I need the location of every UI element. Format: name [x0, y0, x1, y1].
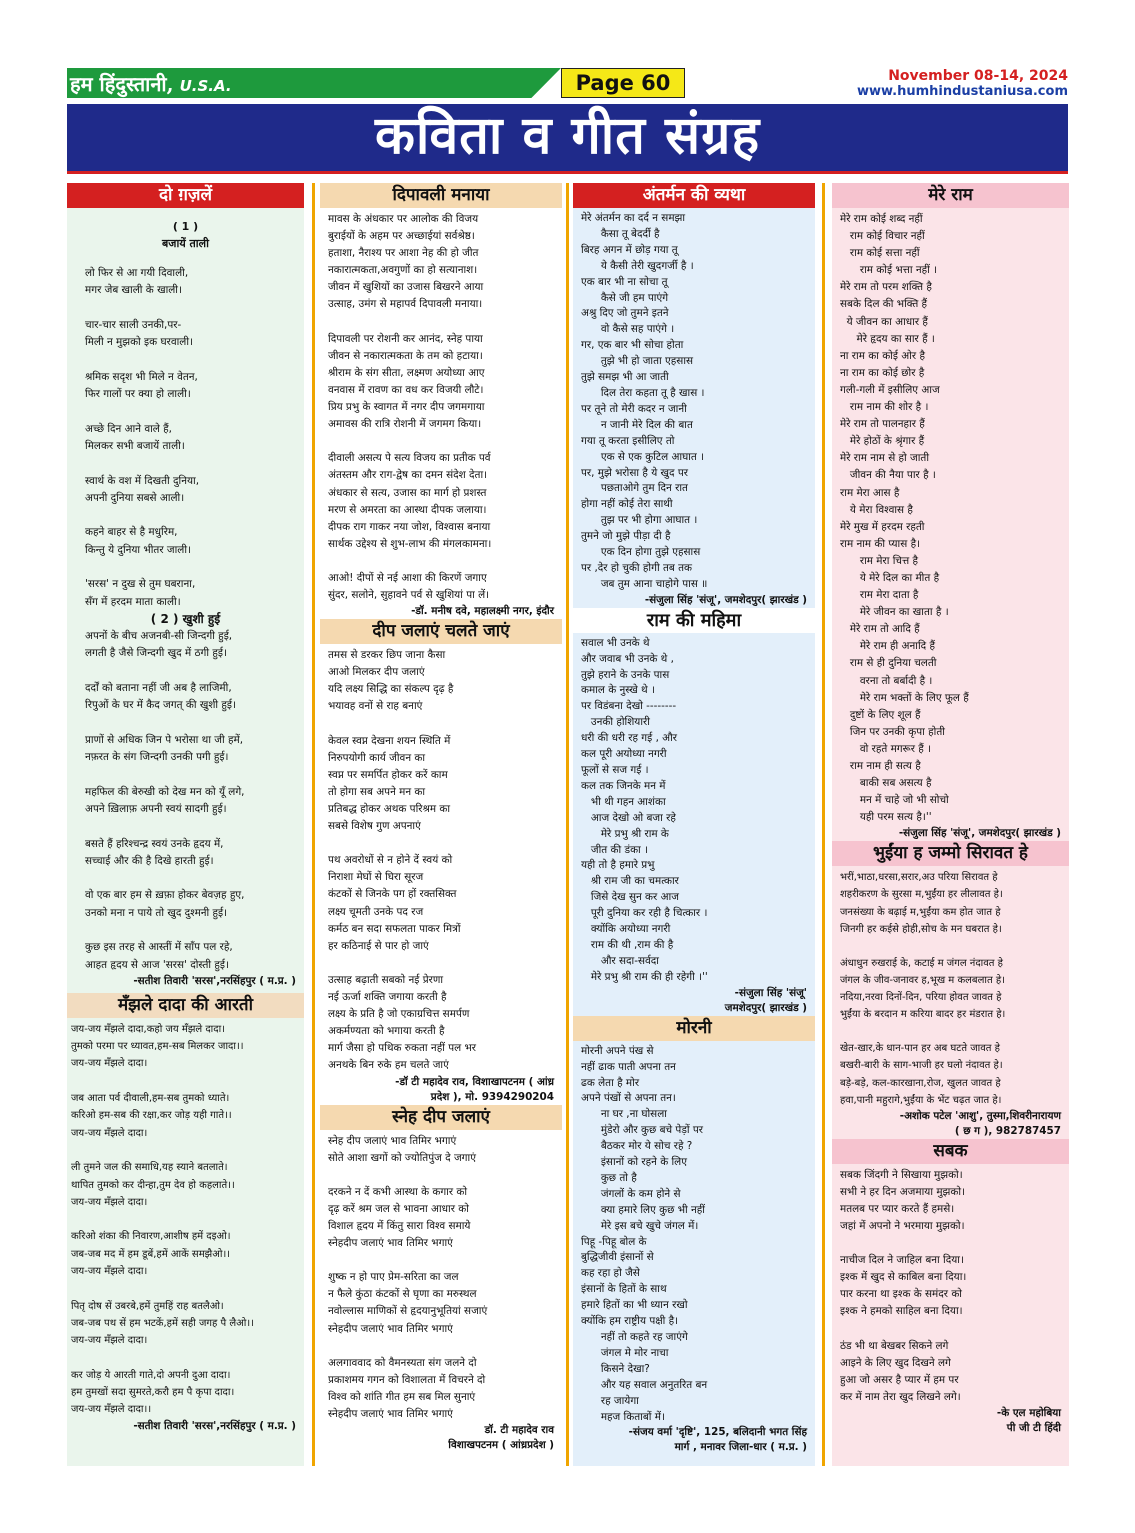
antarman-poem: मेरे अंतर्मन का दर्द न समझा कैसा तू बेदर्दी है बिरह अगन में छोड़ गया तू ये कैसी तेरी खुदगर्जी है । एक बार भी ना सोचा तू कैसे जी हम पाएंगे अश्रु दिए जो तुमने इतने वो कैसे सह पाएंगे । गर, एक बार भी सोचा होता तुझे भी हो जाता एहसास तुझे समझ भी आ जाती दिल तेरा कहता तू है खास । पर तूने तो मेरी कदर न जानी न जानी मेरे दिल की बात गया तू करता इसीलिए तो एक से एक कुटिल आघात । पर, मुझे भरोसा है ये खुद पर पछताओगे तुम दिन रात होगा नहीं कोई तेरा साथी तुझ पर भी होगा आघात । तुमने जो मुझे पीड़ा दी है एक दिन होगा तुझे एहसास पर ,देर हो चुकी होगी तब तक जब तुम आना चाहोगे पास ॥: [581, 212, 708, 590]
aarti-text: जय-जय मँझले दादा,कहो जय मँझले दादा। तुमको परमा पर ध्यावत,हम-सब मिलकर जादा।। जय-जय मँझले दादा। जब आता पर्व दीवाली,हम-सब तुमको ध्याते। करिओ हम-सब की रक्षा,कर जोड़ यही गाते।। जय-जय मँझले दादा। ली तुमने जल की समाधि,यह स्याने बतलाते। थापित तुमको कर दीन्हा,तुम देव हो कहलाते।। जय-जय मँझले दादा। करिओ शंका की निवारण,आशीष हमें दइओ। जब-जब मद में हम डूबें,हमें आकें समझैओ।। जय-जय मँझले दादा। पितृ दोष सें उबरबे,हमें तुमहिं राह बतलैओ। जब-जब पथ सें हम भटकें,हमें सही जगह पै लैओ।। जय-जय मँझले दादा। कर जोड़ ये आरती गाते,दो अपनी दुआ दादा। हम तुमखों सदा सुमरते,करौ हम पै कृपा दादा। जय-जय मँझले दादा।।: [71, 1023, 254, 1416]
morni-poem: मोरनी अपने पंख से नहीं ढाक पाती अपना तन ढक लेता है मोर अपने पंखों से अपना तन। ना घर ,ना घोसला मुंडेरो और कुछ बचे पेड़ों पर बैठकर मोर ये सोच रहे ? इंसानों को रहने के लिए कुछ तो है जंगलों के कम होने से क्या हमारे लिए कुछ भी नहीं मेरे इस बचे खुचे जंगल में। पिहू -पिहू बोल के बुद्धिजीवी इंसानों से कह रहा हो जैसे इंसानों के हितों के साथ हमारे हितों का भी ध्यान रखो क्योंकि हम राष्ट्रीय पक्षी है। नहीं तो कहते रह जाएंगे जंगल मे मोर नाचा किसने देखा? और यह सवाल अनुतरित बन रह जायेगा महज किताबों में।: [581, 1044, 708, 1423]
page-title: कविता व गीत संग्रह: [374, 106, 761, 166]
deep-jalayen-poem: तमस से डरकर छिप जाना कैसा आओ मिलकर दीप जलाएं यदि लक्ष्य सिद्धि का संकल्प दृढ़ है भयावह वनों से राह बनाएं केवल स्वप्न देखना शयन स्थिति में निरुपयोगी कार्य जीवन का स्वप्न पर समर्पित होकर करें काम तो होगा सब अपने मन का प्रतिबद्ध होकर अथक परिश्रम का सबसे विशेष गुण अपनाएं पथ अवरोधों से न होने दें स्वयं को निराशा मेघों से घिरा सूरज कंटकों से जिनके पग हों रक्तसिक्त लक्ष्य चूमती उनके पद रज कर्मठ बन सदा सफलता पाकर मित्रों हर कठिनाई से पार हो जाएं उत्साह बढ़ाती सबको नई प्रेरणा नई ऊर्जा शक्ति जगाया करती है लक्ष्य के प्रति है जो एकाग्रचित्त समर्पण अकर्मण्यता को भगाया करती है मार्ग जैसा हो पथिक रुकता नहीं पल भर अनथके बिन रुके हम चलते जाएं: [328, 649, 477, 1072]
section-heading-antarman: अंतर्मन की व्यथा: [573, 183, 815, 208]
column-2: [320, 183, 562, 1466]
ram-mahima-poem: सवाल भी उनके थे और जवाब भी उनके थे , तुझे हराने के उनके पास कमाल के नुस्खे थे । पर विडंबना देखो -------- उनकी होशियारी धरी की धरी रह गई , और कल पूरी अयोध्या नगरी फूलों से सज गई । कल तक जिनके मन में भी थी गहन आशंका आज देखो ओ बजा रहे मेरे प्रभु श्री राम के जीत की डंका । यही तो है हमारे प्रभु श्री राम जी का चमत्कार जिसे देख सुन कर आज पूरी दुनिया कर रही है चित्कार । क्योंकि अयोध्या नगरी राम की थी ,राम की है और सदा-सर्वदा मेरे प्रभु श्री राम की ही रहेगी ।'': [581, 636, 708, 983]
section-heading-bhuiya: भुईंया ह जम्मो सिरावत हे: [832, 841, 1069, 866]
ghazal1-text: लो फिर से आ गयी दिवाली, मगर जेब खाली के खाली। चार-चार साली उनकी,पर- मिली न मुझको इक घरवाली। श्रमिक सदृश भी मिले न वेतन, फिर गालों पर क्या हो लाली। अच्छे दिन आने वाले हैं, मिलकर सभी बजायें ताली। स्वार्थ के वश में दिखती दुनिया, अपनी दुनिया सबसे आली। कहने बाहर से है मधुरिम, किन्तु ये दुनिया भीतर जाली। 'सरस' न दुख से तुम घबराना, सँग में हरदम माता काली।: [85, 267, 200, 608]
sneh-deep-poem: स्नेह दीप जलाएं भाव तिमिर भगाएं सोते आशा खगों को ज्योतिपुंज दे जगाएं दरकने न दें कभी आस्था के कगार को दृढ़ करें श्रम जल से भावना आधार को विशाल हृदय में किंतु सारा विश्व समाये स्नेहदीप जलाएं भाव तिमिर भगाएं शुष्क न हो पाए प्रेम-सरिता का जल न फैले कुंठा कंटकों से घृणा का मरुस्थल नवोल्लास माणिकों से हृदयानुभूतियां सजाएं स्नेहदीप जलाएं भाव तिमिर भगाएं अलगाववाद को वैमनस्यता संग जलने दो प्रकाशमय गगन को विशालता में विचरने दो विश्व को शांति गीत हम सब मिल सुनाएं स्नेहदीप जलाएं भाव तिमिर भगाएं: [328, 1134, 488, 1420]
section-heading-sneh-deep: स्नेह दीप जलाएं: [320, 1105, 562, 1130]
section-heading-deep-jalayen: दीप जलाएं चलते जाएं: [320, 619, 562, 644]
section-heading-ghazals: दो ग़ज़लें: [67, 183, 304, 208]
section-heading-sabak: सबक: [832, 1139, 1069, 1164]
brand-title: हम हिंदुस्तानी,: [70, 72, 174, 96]
deep-jalayen-author: -डॉ टी महादेव राव, विशाखापटनम ( आंध्र प्रदेश ), मो. 9394290204: [395, 1075, 554, 1103]
aarti-author: -सतीश तिवारी 'सरस',नरसिंहपुर ( म.प्र. ): [133, 1419, 296, 1432]
dipawali-author: -डॉ. मनीष दवे, महालक्ष्मी नगर, इंदौर: [411, 605, 554, 618]
website-link[interactable]: www.humhindustaniusa.com: [856, 84, 1068, 99]
ghazal-author: -सतीश तिवारी 'सरस',नरसिंहपुर ( म.प्र. ): [133, 974, 296, 987]
ghazal1-title: बजायें ताली: [162, 237, 209, 250]
mere-ram-author: -संजुला सिंह 'संजू', जमशेदपुर( झारखंड ): [898, 827, 1061, 840]
page-number: Page 60: [561, 68, 685, 98]
column-3: [573, 183, 815, 1466]
column-4: [832, 183, 1069, 1466]
column-1: [67, 183, 304, 1466]
section-heading-mere-ram: मेरे राम: [832, 183, 1069, 208]
dipawali-poem: मावस के अंधकार पर आलोक की विजय बुराईयों के अहम पर अच्छाईयां सर्वश्रेष्ठ। हताशा, नैराश्य पर आशा नेह की हो जीत नकारात्मकता,अवगुणों का हो सत्यानाश। जीवन में खुशियों का उजास बिखरने आया उत्साह, उमंग से महापर्व दिपावली मनाया। दिपावली पर रोशनी कर आनंद, स्नेह पाया जीवन से नकारात्मकता के तम को हटाया। श्रीराम के संग सीता, लक्ष्मण अयोध्या आए वनवास में रावण का वध कर विजयी लौटे। प्रिय प्रभु के स्वागत में नगर दीप जगमगाया अमावस की रात्रि रोशनी में जगमग किया। दीवाली असत्य पे सत्य विजय का प्रतीक पर्व अंतस्तम और राग-द्वेष का दमन संदेश देता। अंधकार से सत्य, उजास का मार्ग हो प्रशस्त मरण से अमरता का आस्था दीपक जलाया। दीपक राग गाकर नया जोश, विश्वास बनाया सार्थक उद्देश्य से शुभ-लाभ की मंगलकामना। आओ! दीपों से नई आशा की किरणें जगाए सुंदर, सलोने, सुहावने पर्व से खुशियां पा लें।: [328, 213, 492, 602]
ghazal2-text: अपनों के बीच अजनबी-सी जिन्दगी हुई, लगती है जैसे जिन्दगी खुद में ठगी हुई। दर्दों को बताना नहीं जी अब है लाजिमी, रिपुओं के घर में कैद जगत् की खुशी हुई। प्राणों से अधिक जिन पे भरोसा था जी हमें, नफ़रत के संग जिन्दगी उनकी पगी हुई। महफिल की बेरुखी को देख मन को यूँ लगे, अपने ख़िलाफ़ अपनी स्वयं सादगी हुई। बसते हैं हरिश्चन्द्र स्वयं उनके हृदय में, सच्चाई और की है दिखे हारती हुई। वो एक बार हम से ख़फ़ा होकर बेवज़ह हुए, उनको मना न पाये तो खुद दुश्मनी हुई। कुछ इस तरह से आस्तीं में साँप पल रहे, आहत हृदय से आज 'सरस' दोस्ती हुई।: [85, 629, 245, 971]
bhuiya-author: -अशोक पटेल 'आशु', तुस्मा,शिवरीनारायण ( छ ग ), 982787457: [899, 1109, 1061, 1137]
title-banner: [67, 104, 1068, 174]
ram-mahima-author: -संजुला सिंह 'संजू' जमशेदपुर( झारखंड ): [724, 986, 807, 1014]
antarman-author: -संजुला सिंह 'संजू', जमशेदपुर( झारखंड ): [644, 593, 807, 606]
mere-ram-poem: मेरे राम कोई शब्द नहीं राम कोई विचार नहीं राम कोई सत्ता नहीं राम कोई भत्ता नहीं । मेरे राम तो परम शक्ति है सबके दिल की भक्ति हैं ये जीवन का आधार हैं मेरे हृदय का सार हैं । ना राम का कोई ओर है ना राम का कोई छोर है गली-गली में इसीलिए आज राम नाम की शोर है । मेरे राम तो पालनहार हैं मेरे होठों के श्रृंगार हैं मेरे राम नाम से हो जाती जीवन की नैया पार है । राम मेरा आस है ये मेरा विश्वास है मेरे मुख में हरदम रहती राम नाम की प्यास है। राम मेरा चित्त है ये मेरे दिल का मीत है राम मेरा दाता है मेरे जीवन का खाता है । मेरे राम तो आदि हैं मेरे राम ही अनादि हैं राम से ही दुनिया चलती वरना तो बर्बादी है । मेरे राम भक्तों के लिए फूल हैं दुष्टों के लिए शूल हैं जिन पर उनकी कृपा होती वो रहते मगरूर हैं । राम नाम ही सत्य है बाकी सब असत्य है मन में चाहे जो भी सोचो यही परम सत्य है।'': [840, 213, 969, 824]
sneh-deep-author: डॉ. टी महादेव राव विशाखपटनम ( आंध्रप्रदेश ): [448, 1424, 554, 1452]
section-heading-dipawali: दिपावली मनाया: [320, 183, 562, 208]
ghazal2-title: ( 2 ) खुशी हुई: [150, 611, 221, 626]
bhuiya-poem: भरीं,भाठा,धरसा,सरार,अउ परिया सिरावत हे शहरीकरण के सुरसा म,भुईंया हर लीलावत हे। जनसंख्या के बढ़ाई म,भुईंया कम होत जात हे जिनगी हर कईसे होही,सोच के मन घबरात हे। अंधाधुन रुखराई के, कटाई म जंगल नंदावत हे जंगल के जीव-जनावर ह,भूख म कलबलात हे। नदिया,नरवा दिनों-दिन, परिया होवत जावत हे भुईंया के बरदान म करिया बादर हर मंडरात हे। खेत-खार,के धान-पान हर अब घटते जावत हे बखरी-बारी के साग-भाजी हर घलो नंदावत हे। बड़े-बड़े, कल-कारखाना,रोज, खुलत जावत हे हवा,पानी महुरागे,भुईंया के भेंट चढ़त जात हे।: [840, 872, 1006, 1106]
brand-suffix: U.S.A.: [179, 77, 232, 95]
column-divider: [566, 183, 569, 1466]
issue-date: November 08-14, 2024: [888, 68, 1068, 84]
morni-author: -संजय वर्मा 'दृष्टि', 125, बलिदानी भगत सिंह मार्ग , मनावर जिला-धार ( म.प्र. ): [628, 1426, 807, 1454]
column-divider: [822, 183, 825, 1466]
column-divider: [312, 183, 315, 1466]
section-heading-morni: मोरनी: [573, 1016, 815, 1041]
section-heading-aarti: मँझले दादा की आरती: [67, 993, 304, 1018]
sabak-poem: सबक जिंदगी ने सिखाया मुझको। सभी ने हर दिन अजमाया मुझको। मतलब पर प्यार करते हैं हमसे। जहां में अपनो ने भरमाया मुझको। नाचीज दिल ने जाहिल बना दिया। इश्क में खुद से काबिल बना दिया। पार करना था इश्क के समंदर को इश्क ने हमको साहिल बना दिया। ठंड भी था बेखबर सिकने लगे आइने के लिए खुद दिखने लगे हुआ जो असर है प्यार में हम पर कर में नाम तेरा खुद लिखने लगे।: [840, 1168, 967, 1403]
sabak-author: -के एल महोबिया पी जी टी हिंदी: [996, 1407, 1061, 1434]
section-heading-ram-mahima: राम की महिमा: [573, 608, 815, 633]
ghazal1-number: ( 1 ): [172, 220, 199, 233]
brand-name: [70, 70, 232, 97]
